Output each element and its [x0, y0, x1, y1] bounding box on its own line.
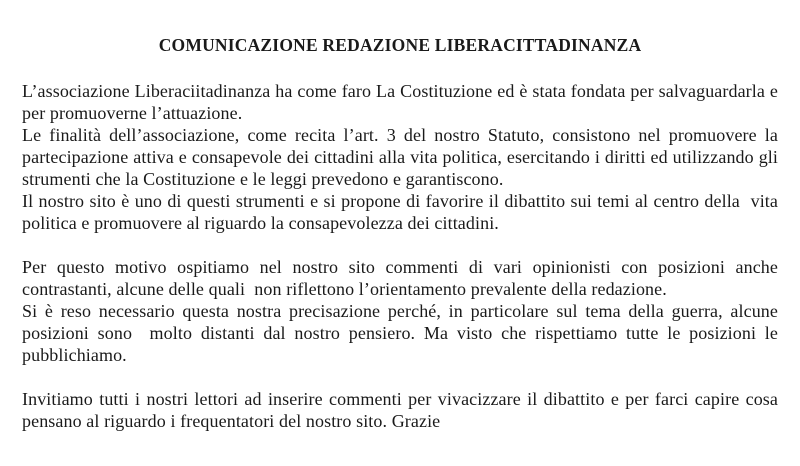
paragraph-statute-goals: Le finalità dell’associazione, come recita l’art. 3 del nostro Statuto, consistono nel promuovere la partecipazione attiva e consapevole dei cittadini alla vita politica, esercitando i diritti ed utilizzando gli strumenti che la Costituzione e le leggi prevedono e garantiscono.	[22, 125, 783, 189]
paragraph-association-foundation: L’associazione Liberaciitadinanza ha come faro La Costituzione ed è stata fondata per salvaguardarla e per promuoverne l’attuazione.	[22, 81, 783, 123]
paragraph-site-purpose: Il nostro sito è uno di questi strumenti e si propone di favorire il dibattito sui temi al centro della vita politica e promuovere al riguardo la consapevolezza dei cittadini.	[22, 191, 783, 233]
paragraph-clarification-war: Si è reso necessario questa nostra precisazione perché, in particolare sul tema della guerra, alcune posizioni sono molto distanti dal nostro pensiero. Ma visto che rispettiamo tutte le posizioni le pubblichiamo.	[22, 301, 783, 365]
paragraph-opinions-hosted: Per questo motivo ospitiamo nel nostro sito commenti di vari opinionisti con posizioni anche contrastanti, alcune delle quali non riflettono l’orientamento prevalente della redazione.	[22, 257, 783, 299]
document-title: COMUNICAZIONE REDAZIONE LIBERACITTADINANZA	[158, 35, 642, 55]
paragraph-invitation-comments: Invitiamo tutti i nostri lettori ad inserire commenti per vivacizzare il dibattito e per farci capire cosa pensano al riguardo i frequentatori del nostro sito. Grazie	[22, 389, 783, 431]
